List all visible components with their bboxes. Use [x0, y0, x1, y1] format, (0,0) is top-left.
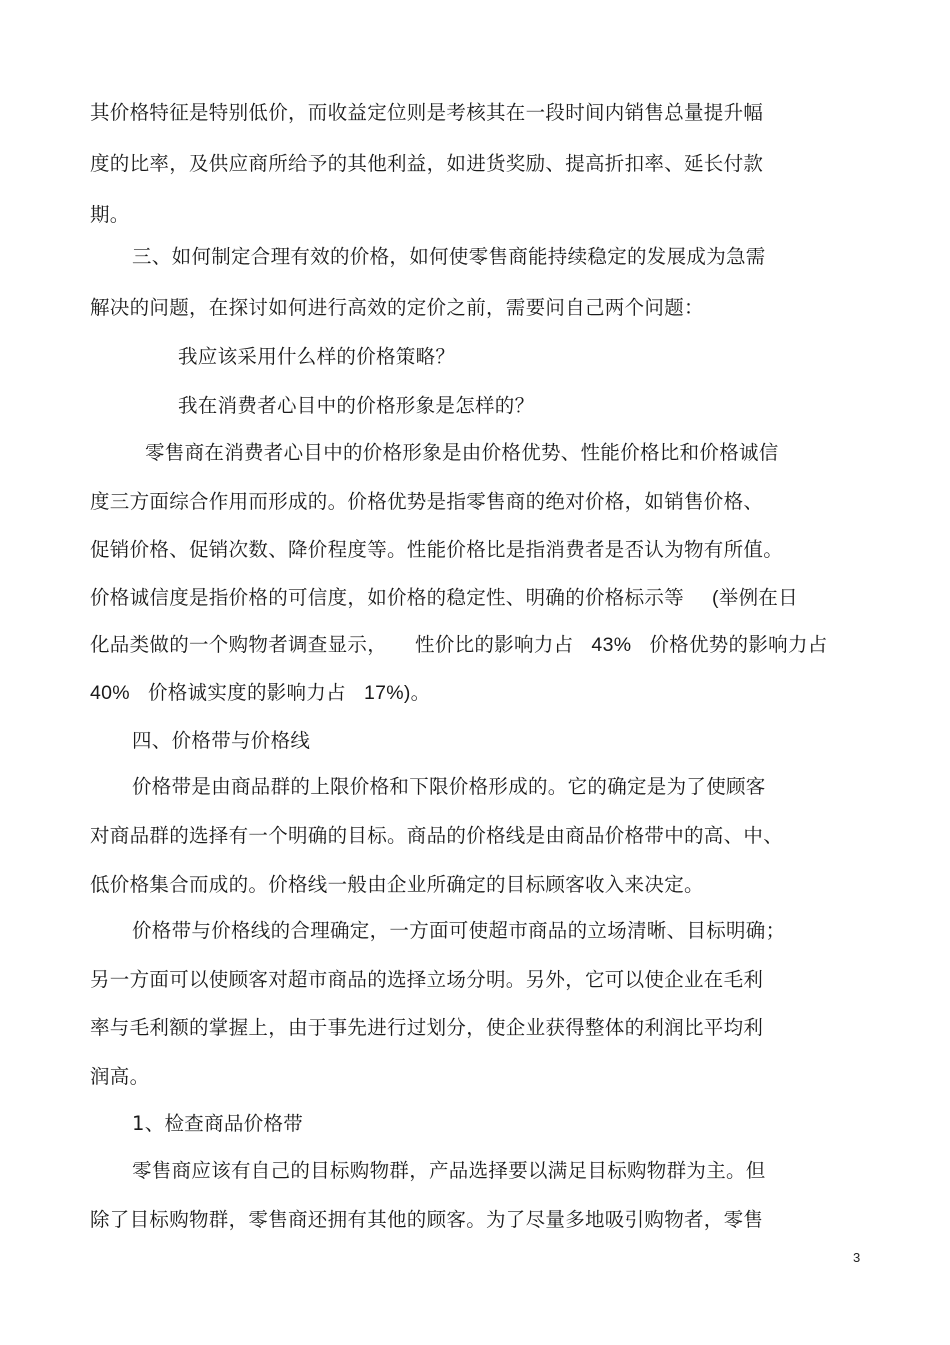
- text-fragment: 性价比的影响力占: [415, 633, 574, 656]
- percent-value: 40%: [90, 682, 130, 704]
- text-line: 期。: [90, 203, 130, 226]
- text-fragment: 价格优势的影响力占: [649, 633, 828, 656]
- text-fragment: 化品类做的一个购物者调查显示，: [90, 633, 388, 656]
- text-fragment: 价格诚实度的影响力占: [147, 681, 346, 704]
- text-line: 价格带是由商品群的上限价格和下限价格形成的。它的确定是为了使顾客: [132, 775, 766, 798]
- question-line: 我在消费者心目中的价格形象是怎样的？: [178, 394, 535, 417]
- text-line: 度三方面综合作用而形成的。价格优势是指零售商的绝对价格，如销售价格、: [90, 490, 764, 513]
- subsection-heading: 1、检查商品价格带: [132, 1112, 304, 1135]
- percent-value: 17%)。: [363, 682, 431, 704]
- section-heading-four: 四、价格带与价格线: [132, 729, 311, 752]
- text-line: 对商品群的选择有一个明确的目标。商品的价格线是由商品价格带中的高、中、: [90, 824, 784, 847]
- text-line: 率与毛利额的掌握上，由于事先进行过划分，使企业获得整体的利润比平均利: [90, 1016, 764, 1039]
- text-line: 除了目标购物群，零售商还拥有其他的顾客。为了尽量多地吸引购物者，零售: [90, 1208, 764, 1231]
- percent-value: 43%: [591, 634, 632, 656]
- text-line: 另一方面可以使顾客对超市商品的选择立场分明。另外，它可以使企业在毛利: [90, 968, 764, 991]
- text-line: 润高。: [90, 1065, 150, 1088]
- page-number: 3: [853, 1250, 861, 1265]
- question-line: 我应该采用什么样的价格策略？: [178, 345, 456, 368]
- text-line: 零售商应该有自己的目标购物群，产品选择要以满足目标购物群为主。但: [132, 1159, 766, 1182]
- text-line: [90, 632, 828, 658]
- text-fragment: (举例在日: [712, 587, 799, 609]
- text-line: 零售商在消费者心目中的价格形象是由价格优势、性能价格比和价格诚信: [145, 441, 779, 464]
- text-line: 低价格集合而成的。价格线一般由企业所确定的目标顾客收入来决定。: [90, 873, 704, 896]
- text-line: [90, 680, 430, 706]
- text-line: 价格带与价格线的合理确定，一方面可使超市商品的立场清晰、目标明确；: [132, 919, 786, 942]
- text-line: [90, 585, 798, 611]
- text-line: 其价格特征是特别低价，而收益定位则是考核其在一段时间内销售总量提升幅: [90, 101, 764, 124]
- text-line: 促销价格、促销次数、降价程度等。性能价格比是指消费者是否认为物有所值。: [90, 538, 784, 561]
- text-line: 解决的问题，在探讨如何进行高效的定价之前，需要问自己两个问题：: [90, 296, 704, 319]
- text-line: 度的比率，及供应商所给予的其他利益，如进货奖励、提高折扣率、延长付款: [90, 152, 764, 175]
- section-heading-three: 三、如何制定合理有效的价格，如何使零售商能持续稳定的发展成为急需: [132, 245, 766, 268]
- text-fragment: 价格诚信度是指价格的可信度，如价格的稳定性、明确的价格标示等: [90, 586, 685, 609]
